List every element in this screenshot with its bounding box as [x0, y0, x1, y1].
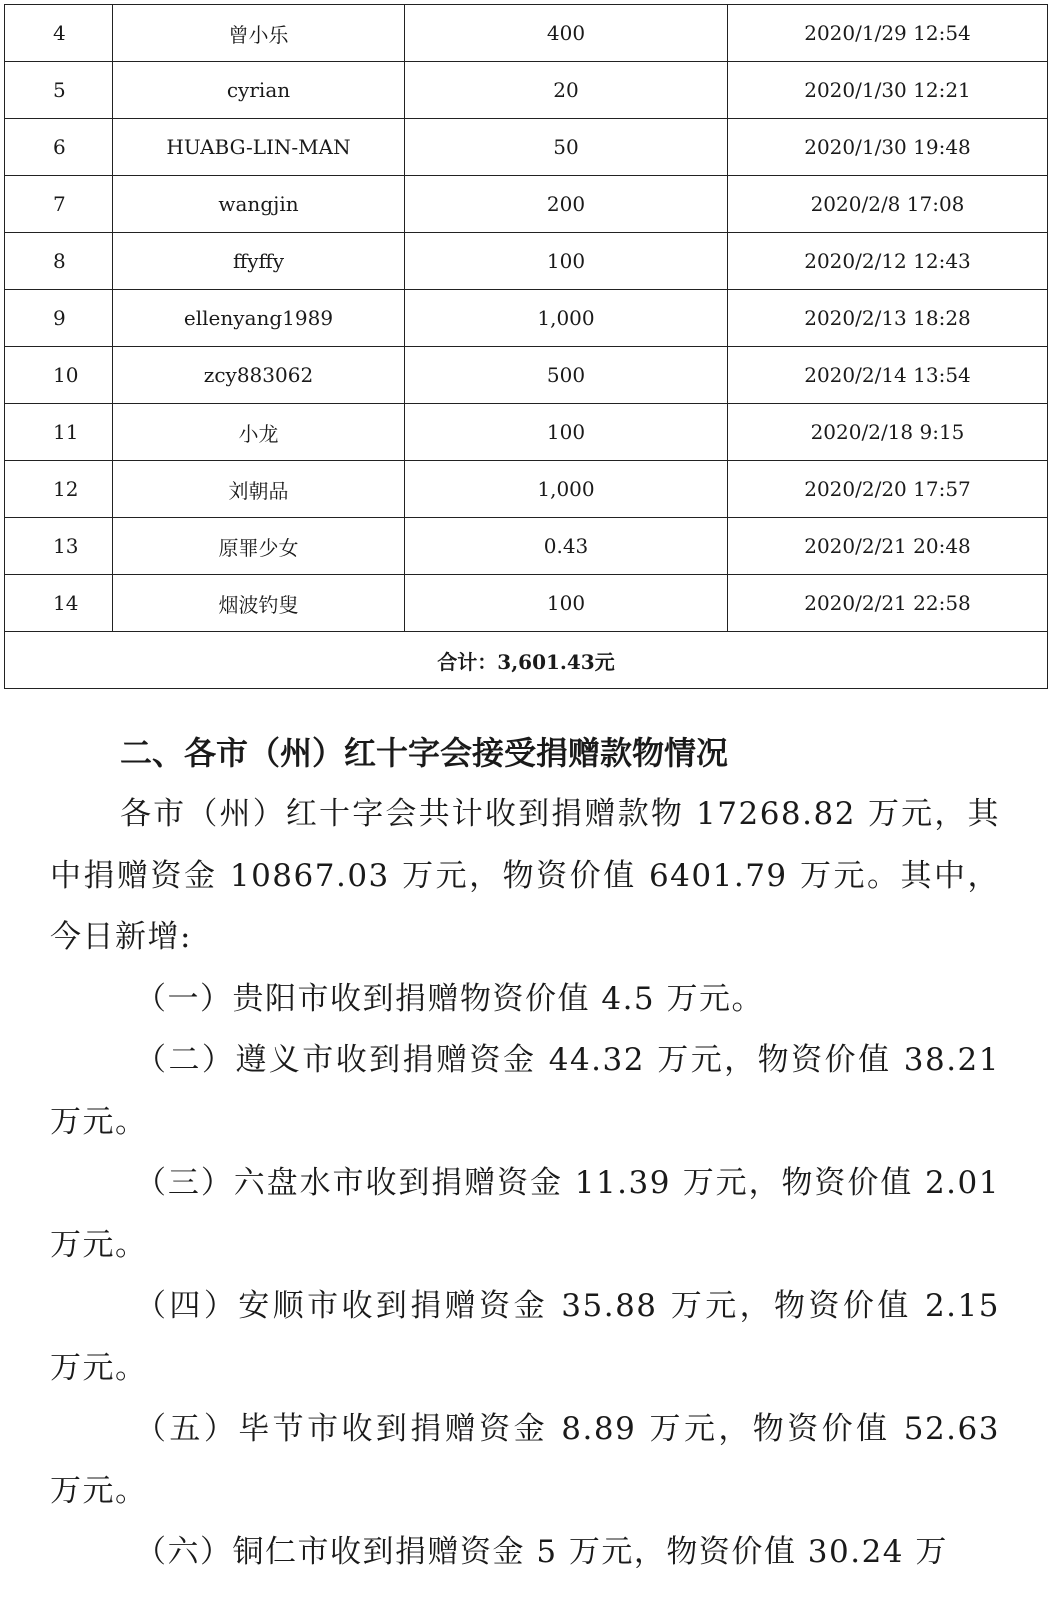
donation-time: 2020/2/21 22:58	[728, 575, 1048, 632]
donation-amount: 0.43	[405, 518, 728, 575]
donation-time: 2020/2/12 12:43	[728, 233, 1048, 290]
donation-amount: 200	[405, 176, 728, 233]
donation-amount: 50	[405, 119, 728, 176]
table-row	[5, 290, 1048, 347]
donor-name: ellenyang1989	[113, 290, 405, 347]
donation-amount: 20	[405, 62, 728, 119]
row-number: 12	[5, 461, 113, 518]
row-number: 10	[5, 347, 113, 404]
table-row	[5, 518, 1048, 575]
city-item-zunyi: （二）遵义市收到捐赠资金 44.32 万元，物资价值 38.21 万元。	[50, 1042, 1000, 1140]
donor-name: wangjin	[113, 176, 405, 233]
table-row	[5, 5, 1048, 62]
city-item-tongren: （六）铜仁市收到捐赠资金 5 万元，物资价值 30.24 万	[135, 1534, 948, 1570]
donor-name: 刘朝品	[113, 461, 405, 518]
donation-time: 2020/2/20 17:57	[728, 461, 1048, 518]
donation-amount: 1,000	[405, 461, 728, 518]
donation-amount: 100	[405, 575, 728, 632]
table-row	[5, 575, 1048, 632]
row-number: 11	[5, 404, 113, 461]
row-number: 8	[5, 233, 113, 290]
row-number: 7	[5, 176, 113, 233]
donation-time: 2020/1/30 12:21	[728, 62, 1048, 119]
table-row	[5, 119, 1048, 176]
summary-paragraph: 各市（州）红十字会共计收到捐赠款物 17268.82 万元，其中捐赠资金 10867.03 万元，物资价值 6401.79 万元。其中，今日新增:	[50, 796, 1000, 955]
donation-time: 2020/2/8 17:08	[728, 176, 1048, 233]
donation-time: 2020/1/30 19:48	[728, 119, 1048, 176]
city-item-liupanshui: （三）六盘水市收到捐赠资金 11.39 万元，物资价值 2.01 万元。	[50, 1165, 1000, 1263]
row-number: 9	[5, 290, 113, 347]
donation-time: 2020/2/21 20:48	[728, 518, 1048, 575]
city-item-bijie: （五）毕节市收到捐赠资金 8.89 万元，物资价值 52.63 万元。	[50, 1411, 1000, 1509]
city-item-anshun: （四）安顺市收到捐赠资金 35.88 万元，物资价值 2.15 万元。	[50, 1288, 1000, 1386]
table-row	[5, 461, 1048, 518]
donor-name: HUABG-LIN-MAN	[113, 119, 405, 176]
table-total: 合计：3,601.43元	[5, 632, 1048, 689]
table-row	[5, 176, 1048, 233]
donor-name: 原罪少女	[113, 518, 405, 575]
donor-name: cyrian	[113, 62, 405, 119]
donation-time: 2020/2/18 9:15	[728, 404, 1048, 461]
donation-time: 2020/2/14 13:54	[728, 347, 1048, 404]
row-number: 5	[5, 62, 113, 119]
row-number: 6	[5, 119, 113, 176]
city-item-guiyang: （一）贵阳市收到捐赠物资价值 4.5 万元。	[135, 980, 765, 1017]
section-heading: 二、各市（州）红十字会接受捐赠款物情况	[120, 734, 729, 772]
donation-amount: 1,000	[405, 290, 728, 347]
donor-name: zcy883062	[113, 347, 405, 404]
row-number: 13	[5, 518, 113, 575]
donation-table	[4, 4, 1048, 689]
table-total-row	[5, 632, 1048, 689]
table-row	[5, 347, 1048, 404]
donor-name: 烟波钓叟	[113, 575, 405, 632]
section-city-donations	[50, 722, 1000, 1584]
donation-amount: 500	[405, 347, 728, 404]
donor-name: ffyffy	[113, 233, 405, 290]
donation-amount: 400	[405, 5, 728, 62]
donation-time: 2020/1/29 12:54	[728, 5, 1048, 62]
table-row	[5, 404, 1048, 461]
table-row	[5, 233, 1048, 290]
table-row	[5, 62, 1048, 119]
donor-name: 小龙	[113, 404, 405, 461]
donation-amount: 100	[405, 233, 728, 290]
donation-amount: 100	[405, 404, 728, 461]
donor-name: 曾小乐	[113, 5, 405, 62]
donation-time: 2020/2/13 18:28	[728, 290, 1048, 347]
row-number: 4	[5, 5, 113, 62]
row-number: 14	[5, 575, 113, 632]
